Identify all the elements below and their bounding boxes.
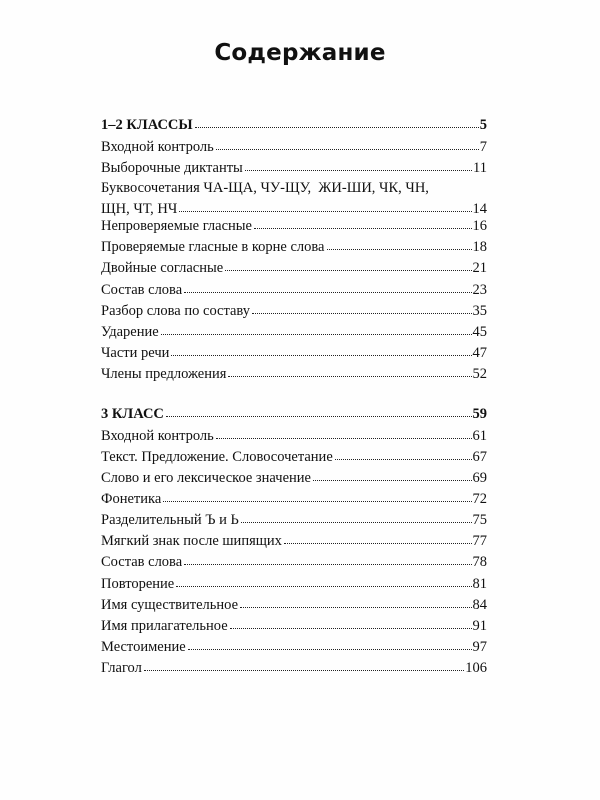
toc-entry-label: Текст. Предложение. Словосочетание [101,449,333,465]
toc-page-number: 52 [472,366,487,382]
dot-leader [216,438,472,439]
toc-entry-label: 1–2 КЛАССЫ [101,117,193,133]
toc-entry-label: Повторение [101,576,175,592]
toc-entry[interactable] [101,470,487,487]
dot-leader [230,628,472,629]
dot-leader [252,313,471,314]
dot-leader [188,649,472,650]
toc-entry-label: Входной контроль [101,428,214,444]
toc-entry-label: Мягкий знак после шипящих [101,533,282,549]
toc-entry[interactable] [101,512,487,529]
toc-entry[interactable] [101,345,487,362]
toc-page-number: 14 [472,201,487,218]
toc-entry-label: Фонетика [101,491,162,507]
toc-entry[interactable] [101,491,487,508]
dot-leader [195,127,479,128]
toc-entry-label: Имя существительное [101,597,239,613]
toc-page-number: 67 [472,449,487,465]
toc-page-number: 59 [472,406,487,422]
dot-leader [335,459,472,460]
toc-page-number: 21 [472,260,487,276]
toc-page-number: 75 [472,512,487,528]
toc-page-number: 78 [472,554,487,570]
toc-entry-label: Местоимение [101,639,186,655]
toc-entry-label: Члены предложения [101,366,227,382]
toc-entry-label: Слово и его лексическое значение [101,470,311,486]
toc-entry-label: Состав слова [101,554,183,570]
dot-leader [241,522,472,523]
toc-entry[interactable] [101,533,487,550]
toc-entry-label: Разбор слова по составу [101,303,251,319]
dot-leader [216,149,479,150]
toc-entry-label: Входной контроль [101,139,214,155]
dot-leader [225,270,471,271]
dot-leader [184,292,471,293]
toc-entry-label-line1: Буквосочетания ЧА-ЩА, ЧУ-ЩУ, ЖИ-ШИ, ЧК, ЧН, [101,180,429,196]
toc-entry[interactable] [101,239,487,256]
toc-page-number: 97 [472,639,487,655]
dot-leader [284,543,472,544]
toc-page-number: 47 [472,345,487,361]
toc-page-number: 16 [472,218,487,234]
toc-entry-label: Ударение [101,324,159,340]
toc-entry[interactable] [101,428,487,445]
toc-entry-label: Разделительный Ъ и Ь [101,512,239,528]
dot-leader [161,334,472,335]
toc-page-number: 35 [472,303,487,319]
dot-leader [179,211,471,212]
toc-entry[interactable] [101,218,487,235]
toc-entry[interactable] [101,618,487,635]
toc-page-number: 91 [472,618,487,634]
toc-entry-label: 3 КЛАСС [101,406,164,422]
toc-entry[interactable] [101,303,487,320]
toc-entry[interactable] [101,180,487,219]
dot-leader [163,501,471,502]
toc-entry[interactable] [101,576,487,593]
toc-entry[interactable] [101,554,487,571]
toc-entry[interactable] [101,160,487,177]
toc-entry-label: Двойные согласные [101,260,224,276]
toc-entry-label: Выборочные диктанты [101,160,243,176]
dot-leader [228,376,471,377]
toc-entry[interactable] [101,597,487,614]
toc-entry[interactable] [101,282,487,299]
toc-page-number: 84 [472,597,487,613]
dot-leader [166,416,472,417]
toc-entry[interactable] [101,139,487,156]
dot-leader [254,228,472,229]
toc-page-number: 106 [465,660,487,676]
toc-page-number: 11 [473,160,487,176]
toc-entry-label: Проверяемые гласные в корне слова [101,239,325,255]
toc-entry-label: Части речи [101,345,170,361]
dot-leader [240,607,471,608]
toc-section-heading[interactable] [101,406,487,423]
toc-section-heading[interactable] [101,117,487,134]
toc-page-number: 69 [472,470,487,486]
dot-leader [313,480,472,481]
dot-leader [184,564,471,565]
toc-entry-label: Глагол [101,660,142,676]
toc-entry-label: Состав слова [101,282,183,298]
toc-page-number: 5 [479,117,487,133]
toc-entry[interactable] [101,660,487,677]
toc-entry[interactable] [101,324,487,341]
toc-entry[interactable] [101,639,487,656]
toc-page-number: 45 [472,324,487,340]
toc-page-number: 18 [472,239,487,255]
toc-entry[interactable] [101,260,487,277]
toc-page-number: 81 [472,576,487,592]
dot-leader [144,670,464,671]
toc-page-number: 7 [479,139,487,155]
toc-entry-label: Имя прилагательное [101,618,228,634]
toc-page-number: 72 [472,491,487,507]
toc-entry[interactable] [101,449,487,466]
dot-leader [327,249,472,250]
page-title: Содержание [214,40,386,66]
dot-leader [176,586,471,587]
toc-entry[interactable] [101,366,487,383]
dot-leader [171,355,471,356]
toc-entry-label-line2: ЩН, ЧТ, НЧ [101,201,178,218]
dot-leader [245,170,472,171]
toc-page-number: 61 [472,428,487,444]
toc-page-number: 77 [472,533,487,549]
toc-entry-label: Непроверяемые гласные [101,218,252,234]
toc-page-number: 23 [472,282,487,298]
